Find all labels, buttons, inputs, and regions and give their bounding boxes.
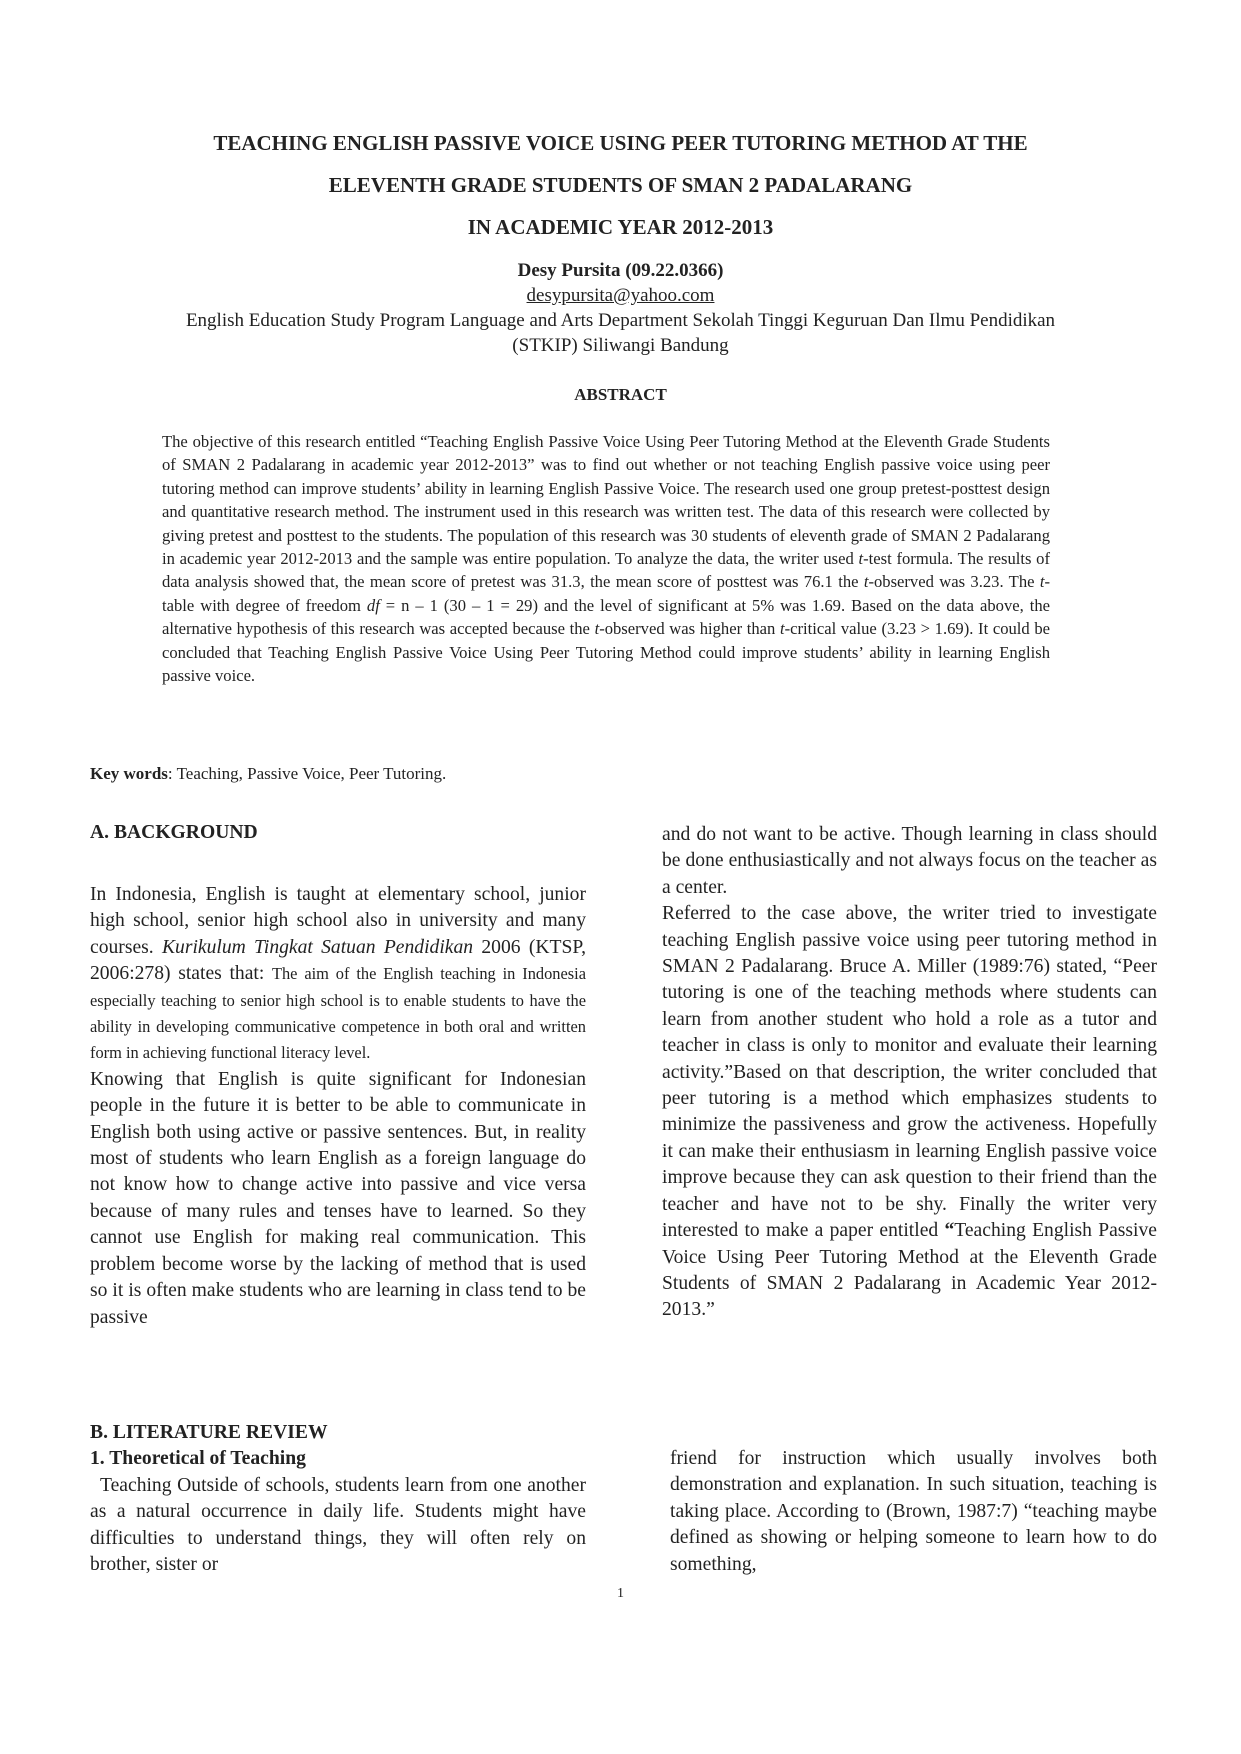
abstract-italic-t: t xyxy=(780,619,785,639)
title-line-2: ELEVENTH GRADE STUDENTS OF SMAN 2 PADALARANG xyxy=(328,173,913,197)
abstract-text: -observed was 3.23. The xyxy=(868,572,1040,592)
abstract-text: -table with degree of freedom xyxy=(162,572,1050,615)
literature-left-paragraph: Teaching Outside of schools, students learn from one another as a natural occurrence in daily life. Students might have difficulties to understand things, they will often rely on brother, sister or xyxy=(90,1474,586,1576)
text-run: Referred to the case above, the writer tried to investigate teaching English passive voice using peer tutoring method in SMAN 2 Padalarang. Bruce A. Miller (1989:76) stated, “Peer tutoring is one of the teaching methods where students can learn from another student who hold a role as a tutor and teacher in class is only to monitor and evaluate their learning activity.”Based on that description, the writer concluded that peer tutoring is a method which emphasizes students to minimize the passiveness and grow the activeness. Hopefully it can make their enthusiasm in learning English passive voice improve because they can ask question to their friend than the teacher and have not to be shy. Finally the writer very interested to make a paper entitled xyxy=(662,903,1157,1242)
section-a-heading: A. BACKGROUND xyxy=(90,822,258,843)
abstract-heading: ABSTRACT xyxy=(574,385,667,404)
abstract-text: The objective of this research entitled “Teaching English Passive Voice Using Peer Tutoring Method at the Eleventh Grade Students of SMAN 2 Padalarang in academic year 2012-2013” was to find out whether or not teaching English passive voice using peer tutoring method can improve students’ ability in learning English Passive Voice. The research used one group pretest-posttest design and quantitative research method. The instrument used in this research was written test. The data of this research were collected by giving pretest and posttest to the students. The population of this research was 30 students of eleventh grade of SMAN 2 Padalarang in academic year 2012-2013 and the sample was entire population. To analyze the data, the writer used xyxy=(162,432,1050,569)
text-run: 2006 (KTSP, 2006:278) states that: xyxy=(90,936,586,985)
abstract-text: -critical value (3.23 > 1.69). It could be concluded that Teaching English Passive Voice Using Peer Tutoring Method could improve students’ ability in learning English passive voice. xyxy=(162,619,1051,686)
abstract-text: = n – 1 (30 – 1 = 29) and the level of significant at 5% was 1.69. Based on the data above, the alternative hypothesis of this research was accepted because the xyxy=(162,595,1050,639)
ktsp-italic: Kurikulum Tingkat Satuan Pendidikan xyxy=(161,936,474,958)
bold-quote: “ xyxy=(944,1220,955,1242)
keywords-label: Key words xyxy=(90,764,168,783)
author-block xyxy=(0,258,1241,358)
text-run: Teaching English Passive Voice Using Peer Tutoring Method at the Eleventh Grade Students of SMAN 2 Padalarang in Academic Year 2012-2013.” xyxy=(662,1220,1157,1321)
abstract-text: -observed was higher than xyxy=(599,619,780,639)
quoted-aim: The aim of the English teaching in Indonesia especially teaching to senior high school is to enable students to have the ability in developing communicative competence in both oral and written form in achieving functional literacy level. xyxy=(90,964,586,1063)
literature-review-right xyxy=(670,1446,1157,1578)
background-paragraph-3: and do not want to be active. Though learning in class should be done enthusiastically and not always focus on the teacher as a center. xyxy=(662,824,1157,898)
abstract-italic-df: df xyxy=(366,595,380,615)
page-number: 1 xyxy=(617,1586,624,1601)
abstract-italic-t: t xyxy=(1039,572,1045,592)
title-line-1: TEACHING ENGLISH PASSIVE VOICE USING PEER TUTORING METHOD AT THE xyxy=(213,131,1028,155)
background-paragraph-2: Knowing that English is quite significant for Indonesian people in the future it is better to be able to communicate in English both using active or passive sentences. But, in reality most of students who learn English as a foreign language do not know how to change active into passive and vice versa because of many rules and tenses have to learned. So they cannot use English for making real communication. This problem become worse by the lacking of method that is used so it is often make students who are learning in class tend to be passive xyxy=(90,1068,586,1328)
background-paragraph-4 xyxy=(662,901,1157,1324)
author-email[interactable]: desypursita@yahoo.com xyxy=(526,285,715,306)
literature-review-left xyxy=(90,1420,586,1578)
author-affiliation-1: English Education Study Program Language and Arts Department Sekolah Tinggi Keguruan Dan Ilmu Pendidikan xyxy=(185,310,1056,331)
background-right-column xyxy=(662,822,1157,1324)
background-paragraph-1 xyxy=(90,882,586,1067)
text-run: In Indonesia, English is taught at elementary school, junior high school, senior high school also in university and many courses. xyxy=(90,884,586,958)
abstract-italic-t: t xyxy=(863,572,869,592)
keywords-text: : Teaching, Passive Voice, Peer Tutoring. xyxy=(167,764,447,783)
subsection-heading: 1. Theoretical of Teaching xyxy=(90,1448,306,1470)
abstract-italic-t: t xyxy=(594,619,600,639)
author-name: Desy Pursita (09.22.0366) xyxy=(517,260,724,281)
background-heading-block xyxy=(90,820,586,846)
author-affiliation-2: (STKIP) Siliwangi Bandung xyxy=(512,335,729,356)
abstract-text: -test formula. The results of data analysis showed that, the mean score of pretest was 31.3, the mean score of posttest was 76.1 the xyxy=(162,549,1051,592)
literature-right-paragraph: friend for instruction which usually involves both demonstration and explanation. In such situation, teaching is taking place. According to (Brown, 1987:7) “teaching maybe defined as showing or helping someone to learn how to do something, xyxy=(670,1448,1157,1575)
title-line-3: IN ACADEMIC YEAR 2012-2013 xyxy=(467,215,774,239)
paper-title xyxy=(0,122,1241,248)
background-left-column xyxy=(90,882,586,1331)
keywords xyxy=(90,764,446,784)
abstract-body xyxy=(162,430,1050,687)
section-b-heading: B. LITERATURE REVIEW xyxy=(90,1422,328,1443)
abstract-italic-t: t xyxy=(858,549,864,569)
